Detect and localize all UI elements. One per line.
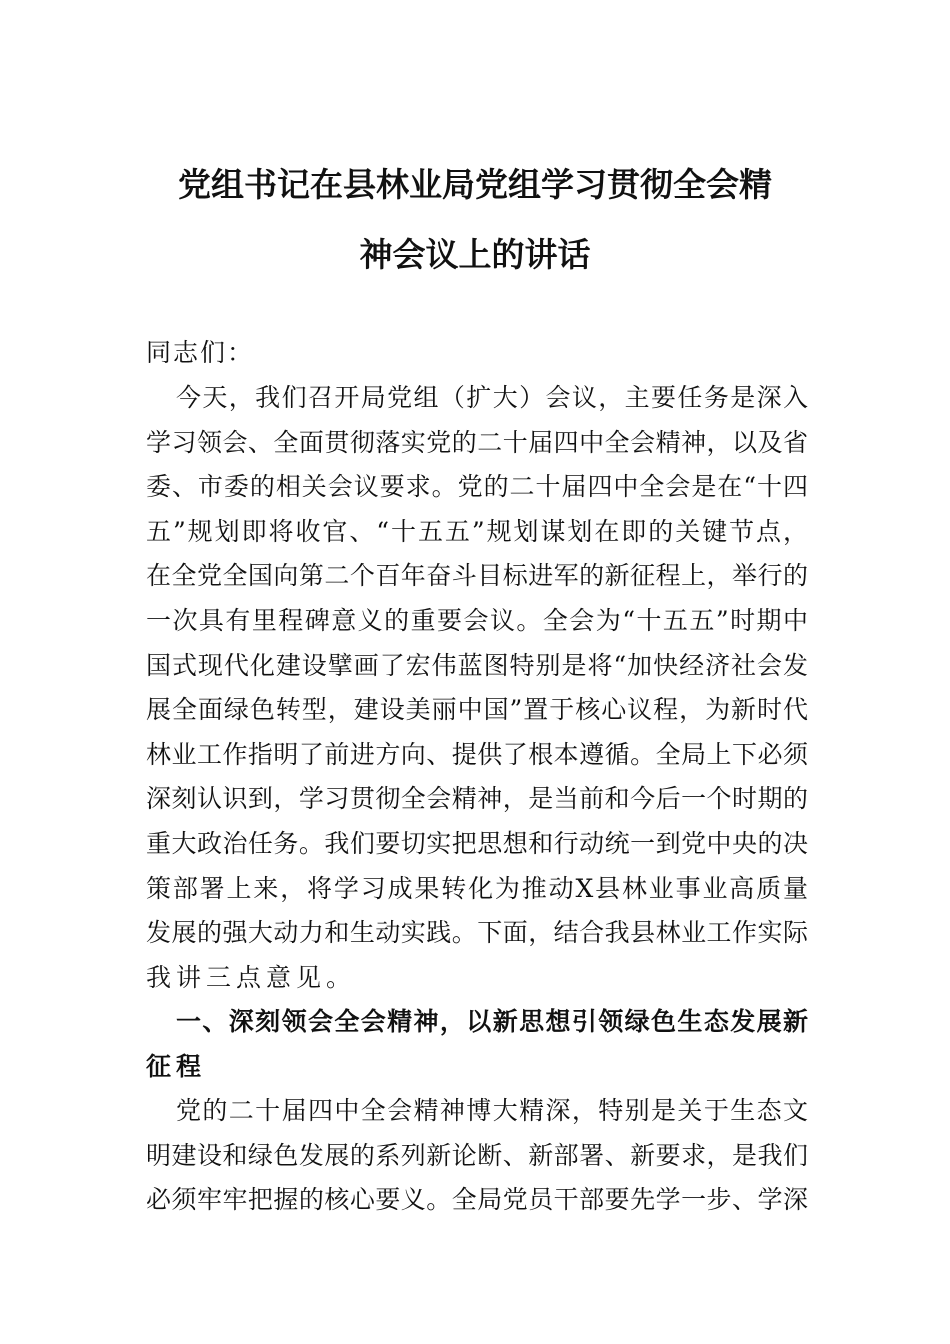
p1-line: 委、市委的相关会议要求。党的二十届四中全会是在“十四 (146, 472, 808, 502)
p1-line: 展全面绿色转型，建设美丽中国”置于核心议程，为新时代 (146, 695, 808, 725)
p1-line: 林业工作指明了前进方向、提供了根本遵循。全局上下必须 (146, 739, 808, 769)
p2-line: 必须牢牢把握的核心要义。全局党员干部要先学一步、学深 (146, 1185, 808, 1215)
p2-line: 党的二十届四中全会精神博大精深，特别是关于生态文 (176, 1096, 808, 1125)
h1-line: 征程 (146, 1051, 207, 1081)
salutation: 同志们： (146, 338, 255, 367)
p1-line: 策部署上来，将学习成果转化为推动X县林业事业高质量 (146, 873, 808, 903)
p1-line: 重大政治任务。我们要切实把思想和行动统一到党中央的决 (146, 829, 808, 858)
p1-line: 五”规划即将收官、“十五五”规划谋划在即的关键节点， (146, 516, 808, 546)
p1-line: 在全党全国向第二个百年奋斗目标进军的新征程上，举行的 (146, 561, 808, 591)
p1-line: 深刻认识到，学习贯彻全会精神，是当前和今后一个时期的 (146, 784, 808, 814)
p1-line: 今天，我们召开局党组（扩大）会议，主要任务是深入 (176, 383, 808, 412)
p2-line: 明建设和绿色发展的系列新论断、新部署、新要求，是我们 (146, 1140, 808, 1170)
p1-line: 一次具有里程碑意义的重要会议。全会为“十五五”时期中 (146, 606, 808, 635)
p1-line: 国式现代化建设擘画了宏伟蓝图特别是将“加快经济社会发 (146, 650, 808, 680)
h1-line: 一、深刻领会全会精神，以新思想引领绿色生态发展新 (176, 1007, 808, 1036)
p1-line: 我讲三点意见。 (146, 962, 357, 992)
p1-line: 学习领会、全面贯彻落实党的二十届四中全会精神，以及省 (146, 427, 808, 457)
p1-line: 发展的强大动力和生动实践。下面，结合我县林业工作实际 (146, 918, 808, 948)
document-title-line-1: 党组书记在县林业局党组学习贯彻全会精 (178, 165, 772, 204)
document-title-line-2: 神会议上的讲话 (359, 235, 591, 274)
